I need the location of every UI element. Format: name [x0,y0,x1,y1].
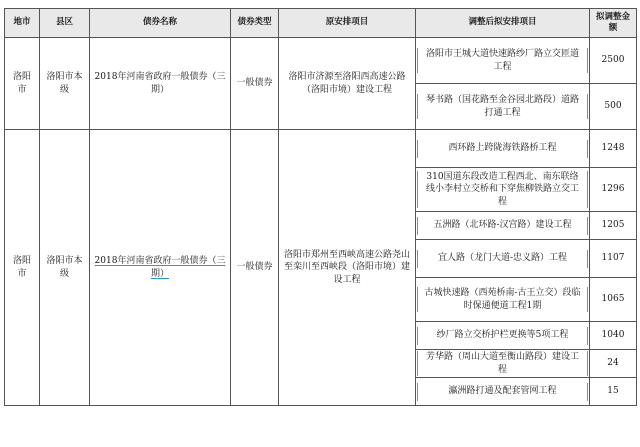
cell-adjusted-project [416,168,590,212]
cell-city: 洛阳市 [5,38,40,130]
cell-adjusted-project [416,350,590,378]
cell-amount: 2500 [590,38,637,84]
header-amount: 拟调整金额 [590,9,637,38]
cell-adjusted-project [416,130,590,168]
cell-adjusted-project [416,212,590,240]
header-county: 县区 [40,9,90,38]
cell-adjusted-project [416,378,590,406]
cell-county: 洛阳市本级 [40,130,90,406]
cell-amount: 24 [590,350,637,378]
cell-adjusted-project [416,84,590,130]
adjusted-project-text: 310国道东段改造工程西北、南东联络线小李村立交桥和下穿焦柳铁路立交工程 [417,171,588,207]
cell-amount: 1248 [590,130,637,168]
cell-amount: 15 [590,378,637,406]
cell-bond-name: 2018年河南省政府一般债券（三期） [90,38,231,130]
cell-amount: 1065 [590,278,637,322]
adjusted-project-text: 纱厂路立交桥护栏更换等5项工程 [417,327,588,345]
adjusted-project-text: 洛阳市王城大道快速路纱厂路立交匝道工程 [417,48,588,72]
adjusted-project-text: 五洲路（北环路-汉宫路）建设工程 [417,217,588,235]
cell-original-project: 洛阳市郑州至西峡高速公路尧山至栾川至西峡段（洛阳市境）建设工程 [279,130,416,406]
cell-adjusted-project [416,322,590,350]
adjusted-project-text: 芳华路（周山大道至衡山路段）建设工程 [417,351,588,375]
cell-amount: 500 [590,84,637,130]
adjusted-project-text: 宜人路（龙门大道-忠义路）工程 [417,250,588,268]
header-bond-type: 债券类型 [231,9,279,38]
bond-adjustment-table [4,8,637,406]
bond-name-link[interactable]: 2018年河南省政府一般债券（三期） [94,256,226,279]
header-bond-name: 债券名称 [90,9,231,38]
cell-adjusted-project [416,38,590,84]
cell-bond-name [90,130,231,406]
cell-bond-type: 一般债券 [231,130,279,406]
header-city: 地市 [5,9,40,38]
table-row [5,38,637,84]
adjusted-project-text: 琴书路（国花路至金谷园北路段）道路打通工程 [417,94,588,118]
cell-adjusted-project [416,278,590,322]
header-adjusted-project: 调整后拟安排项目 [416,9,590,38]
cell-amount: 1205 [590,212,637,240]
cell-city: 洛阳市 [5,130,40,406]
cell-original-project: 洛阳市济源至洛阳西高速公路（洛阳市境）建设工程 [279,38,416,130]
adjusted-project-text: 古城快速路（西苑桥南-古王立交）段临时保通便道工程1期 [417,287,588,311]
cell-county: 洛阳市本级 [40,38,90,130]
adjusted-project-text: 瀛洲路打通及配套管网工程 [417,383,588,401]
cell-adjusted-project [416,240,590,278]
header-original-project: 原安排项目 [279,9,416,38]
table-row [5,130,637,168]
adjusted-project-text: 西环路上跨陇海铁路桥工程 [417,140,588,158]
cell-amount: 1296 [590,168,637,212]
table-header-row [5,9,637,38]
cell-amount: 1040 [590,322,637,350]
cell-bond-type: 一般债券 [231,38,279,130]
cell-amount: 1107 [590,240,637,278]
